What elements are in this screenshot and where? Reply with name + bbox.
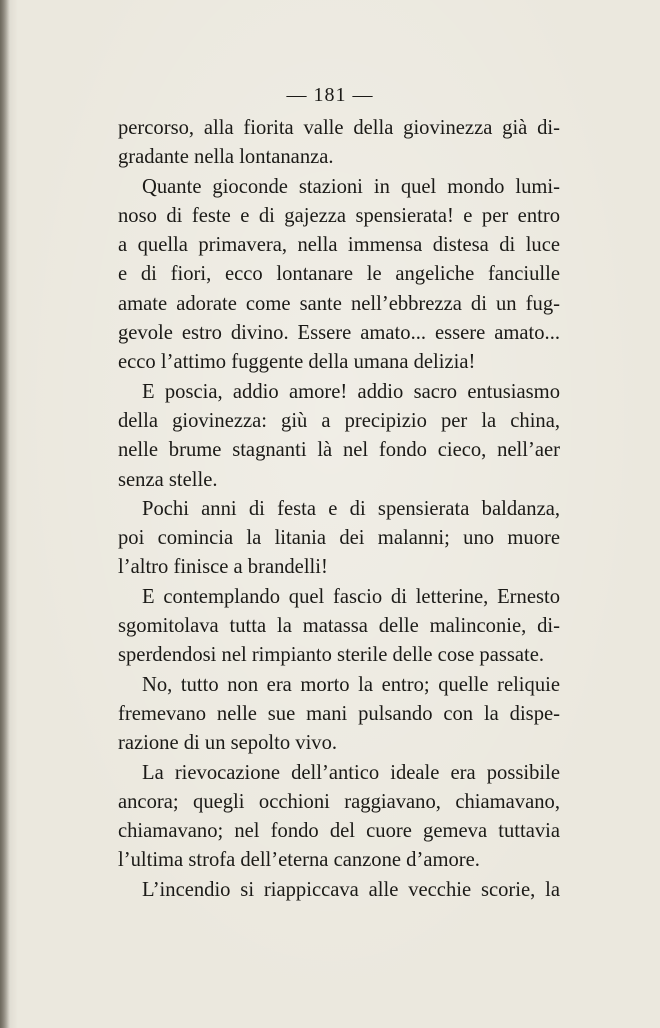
text-line: a quella primavera, nella immensa distesa di luce [118,234,560,257]
text-line: l’ultima strofa dell’eterna canzone d’amore. [118,849,480,872]
text-line: ancora; quegli occhioni raggiavano, chiamavano, [118,790,560,813]
text-line: No, tutto non era morto la entro; quelle reliquie [142,673,560,696]
text-line: sgomitolava tutta la matassa delle malinconie, di- [118,615,560,638]
text-line: La rievocazione dell’antico ideale era possibile [142,761,560,784]
text-line: nelle brume stagnanti là nel fondo cieco, nell’aer [118,439,560,462]
body-text [118,114,560,905]
binding-gutter-shadow [0,0,10,1028]
text-line: gradante nella lontananza. [118,146,334,169]
text-line: gevole estro divino. Essere amato... essere amato... [118,322,560,345]
text-line: poi comincia la litania dei malanni; uno muore [118,527,560,550]
text-line: fremevano nelle sue mani pulsando con la dispe- [118,702,560,725]
text-line: noso di feste e di gajezza spensierata! e per entro [118,204,560,227]
text-line: percorso, alla fiorita valle della giovinezza già di- [118,117,560,139]
page-number: — 181 — [286,84,374,106]
text-line: ecco l’attimo fuggente della umana delizia! [118,351,476,374]
text-line: chiamavano; nel fondo del cuore gemeva tuttavia [118,820,560,843]
text-line: senza stelle. [118,468,218,491]
text-line: E contemplando quel fascio di letterine, Ernesto [142,585,560,608]
text-line: E poscia, addio amore! addio sacro entusiasmo [142,380,560,403]
text-line: e di fiori, ecco lontanare le angeliche fanciulle [118,263,560,286]
text-line: della giovinezza: giù a precipizio per la china, [118,409,560,432]
text-line: l’altro finisce a brandelli! [118,556,328,579]
text-line: L’incendio si riappiccava alle vecchie scorie, la [142,878,560,901]
text-line: sperdendosi nel rimpianto sterile delle cose passate. [118,644,545,667]
text-line: Quante gioconde stazioni in quel mondo lumi- [142,175,560,198]
text-line: razione di un sepolto vivo. [118,732,338,755]
text-line: Pochi anni di festa e di spensierata baldanza, [142,497,560,520]
text-line: amate adorate come sante nell’ebbrezza di un fug- [118,292,560,315]
